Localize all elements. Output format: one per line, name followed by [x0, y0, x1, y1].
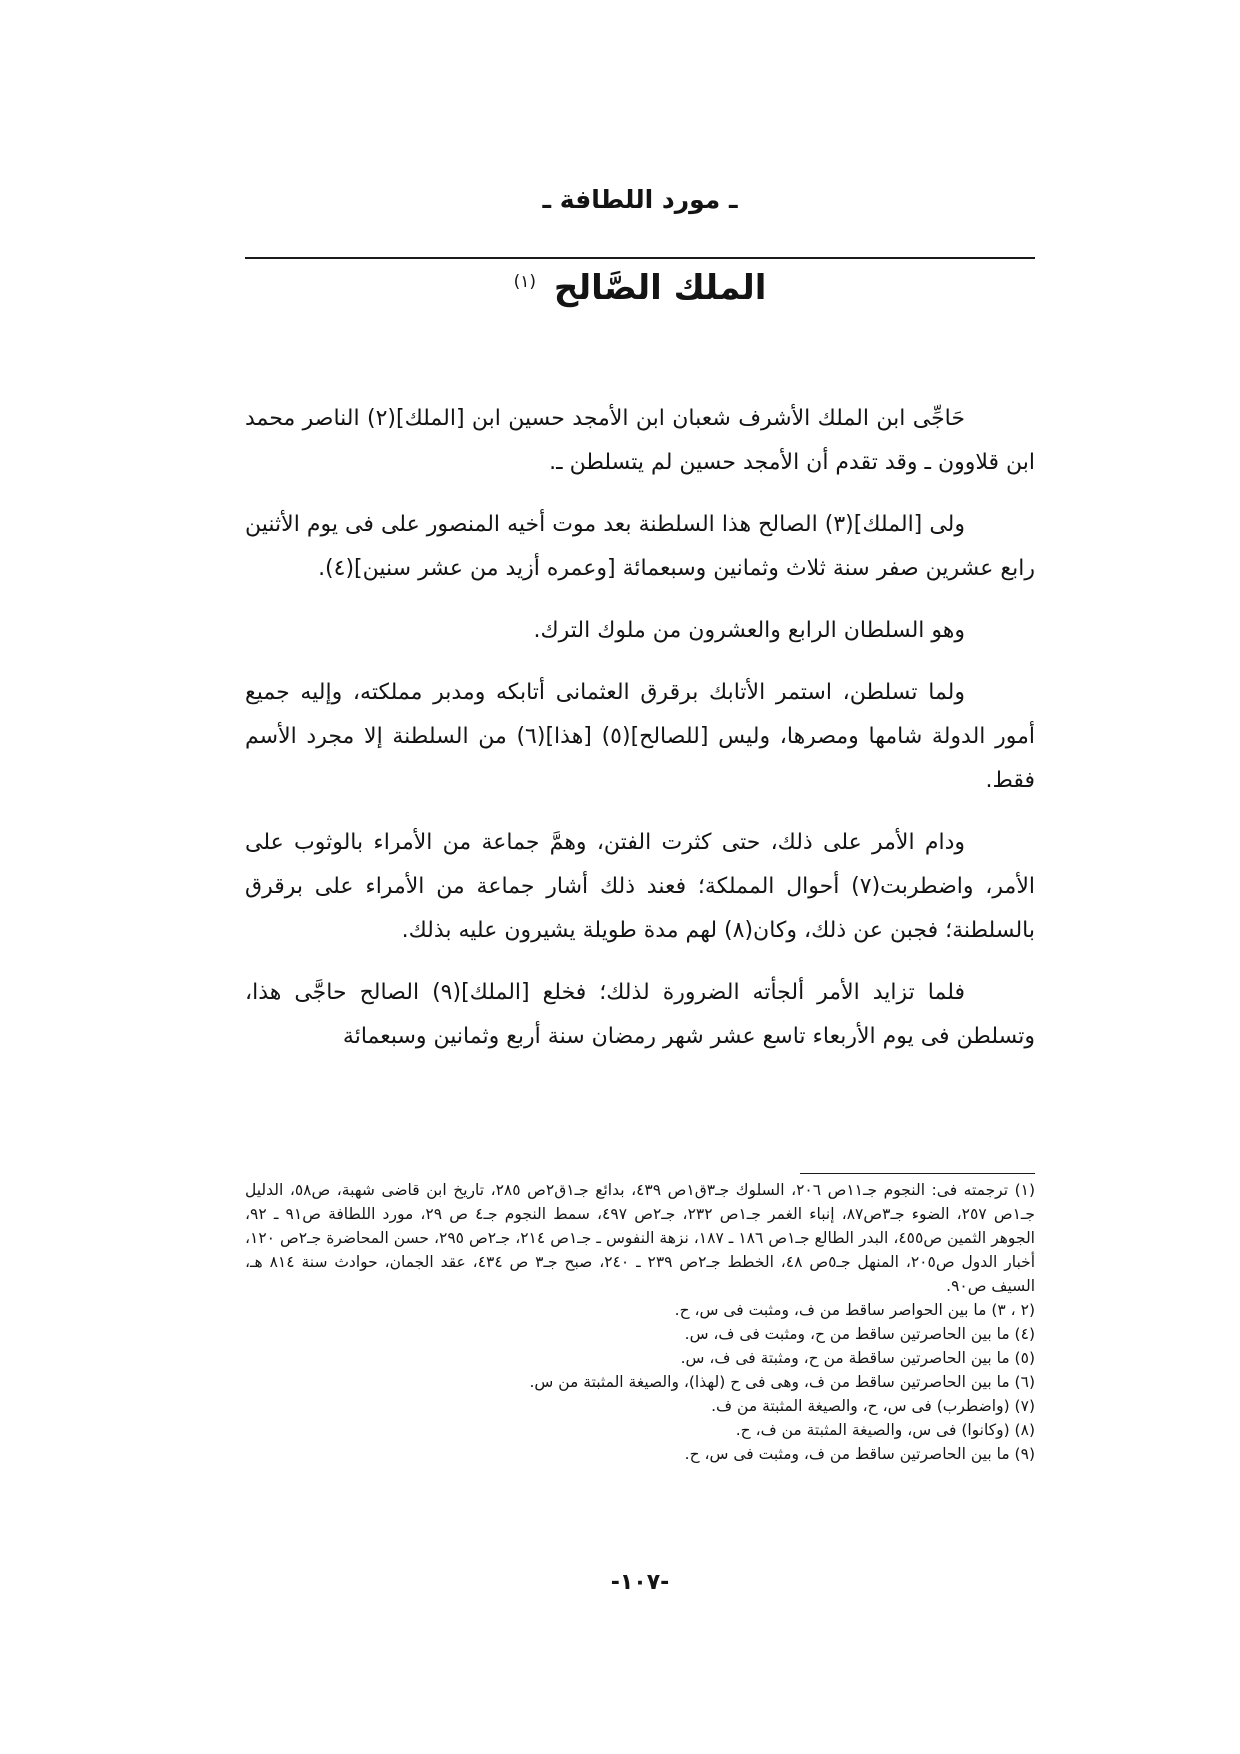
footnote: (٤) ما بين الحاصرتين ساقط من ح، ومثبت فى ف، س. — [684, 1325, 1035, 1343]
paragraph: ودام الأمر على ذلك، حتى كثرت الفتن، وهمَّ جماعة من الأمراء بالوثوب على الأمر، واضطربت(٧) أحوال المملكة؛ فعند ذلك أشار جماعة من الأمراء على برقرق بالسلطنة؛ فجبن عن ذلك، وكان(٨) لهم مدة طويلة يشيرون عليه بذلك. — [245, 830, 1035, 943]
footnote: (٨) (وكانوا) فى س، والصيغة المثبتة من ف، ح. — [735, 1421, 1035, 1439]
chapter-footnote-ref: (١) — [513, 271, 536, 292]
footnote: (٦) ما بين الحاصرتين ساقط من ف، وهى فى ح (لهذا)، والصيغة المثبتة من س. — [529, 1373, 1035, 1391]
footnote: (٢ ، ٣) ما بين الحواصر ساقط من ف، ومثبت فى س، ح. — [674, 1301, 1035, 1319]
paragraph: حَاجِّى ابن الملك الأشرف شعبان ابن الأمجد حسين ابن [الملك](٢) الناصر محمد ابن قلاوون ـ وقد تقدم أن الأمجد حسين لم يتسلطن ـ. — [245, 406, 1035, 475]
footnote: (٥) ما بين الحاصرتين ساقطة من ح، ومثبتة فى ف، س. — [680, 1349, 1035, 1367]
footnote-separator — [800, 1173, 1035, 1174]
footnote: (٧) (واضطرب) فى س، ح، والصيغة المثبتة من ف. — [711, 1397, 1035, 1415]
chapter-title: الملك الصَّالح — [553, 268, 767, 308]
paragraph: فلما تزايد الأمر ألجأته الضرورة لذلك؛ فخلع [الملك](٩) الصالح حاجَّى هذا، وتسلطن فى يوم الأربعاء تاسع عشر شهر رمضان سنة أربع وثمانين وسبعمائة — [245, 980, 1035, 1049]
page-number: -١٠٧- — [610, 1570, 670, 1595]
paragraph: ولى [الملك](٣) الصالح هذا السلطنة بعد موت أخيه المنصور على فى يوم الأثنين رابع عشرين صفر سنة ثلاث وثمانين وسبعمائة [وعمره أزيد من عشر سنين](٤). — [245, 512, 1035, 581]
chapter-title-block — [245, 268, 1035, 308]
footnote: (٩) ما بين الحاصرتين ساقط من ف، ومثبت فى س، ح. — [684, 1445, 1035, 1463]
header-rule — [245, 257, 1035, 259]
paragraph: وهو السلطان الرابع والعشرون من ملوك الترك. — [533, 618, 965, 643]
running-head: ـ مورد اللطافة ـ — [542, 185, 738, 214]
footnotes — [245, 1178, 1035, 1466]
body-text — [245, 397, 1035, 1059]
paragraph: ولما تسلطن، استمر الأتابك برقرق العثمانى أتابكه ومدبر مملكته، وإليه جميع أمور الدولة شامها ومصرها، وليس [للصالح](٥) [هذا](٦) من السلطنة إلا مجرد الأسم فقط. — [245, 680, 1035, 793]
footnote: (١) ترجمته فى: النجوم جـ١١ص ٢٠٦، السلوك جـ٣ق١ص ٤٣٩، بدائع جـ١ق٢ص ٢٨٥، تاريخ ابن قاضى شهبة، ص٥٨، الدليل جـ١ص ٢٥٧، الضوء جـ٣ص٨٧، إنباء الغمر جـ١ص ٢٣٢، جـ٢ص ٤٩٧، سمط النجوم جـ٤ ص ٢٩، مورد اللطافة ص٩١ ـ ٩٢، الجوهر الثمين ص٤٥٥، البدر الطالع جـ١ص ١٨٦ ـ ١٨٧، نزهة النفوس ـ جـ١ص ٢١٤، جـ٢ص ٢٩٥، حسن المحاضرة جـ٢ص ١٢٠، أخبار الدول ص٢٠٥، المنهل جـ٥ص ٤٨، الخطط جـ٢ص ٢٣٩ ـ ٢٤٠، صبح جـ٣ ص ٤٣٤، عقد الجمان، حوادث سنة ٨١٤ هـ، السيف ص٩٠. — [245, 1181, 1036, 1295]
